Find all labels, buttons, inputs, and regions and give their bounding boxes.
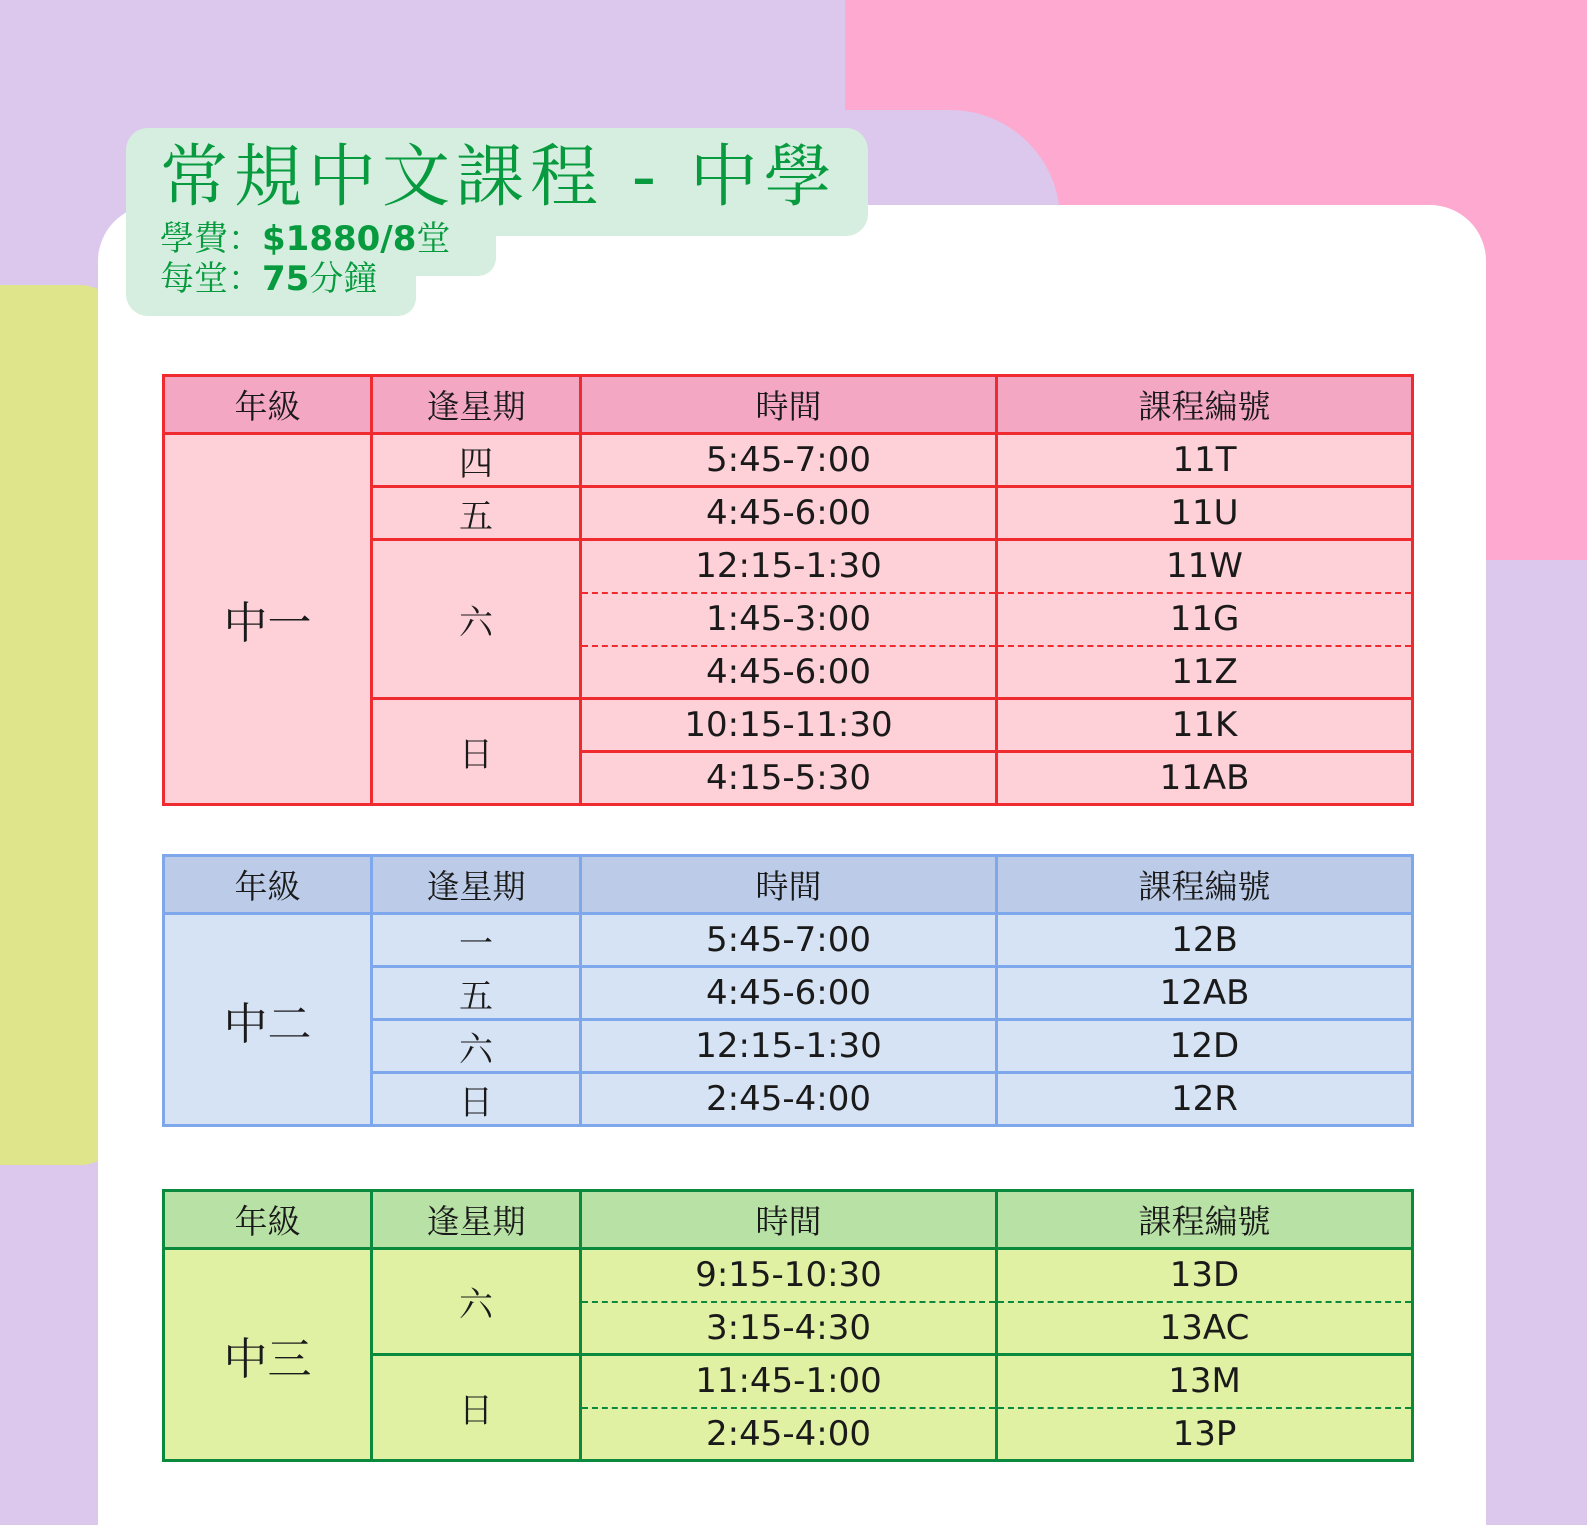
day-cell: 四	[372, 434, 581, 487]
header-grade: 年級	[164, 856, 372, 914]
header-code: 課程編號	[997, 1191, 1413, 1249]
code-cell: 11W	[997, 540, 1413, 593]
table-row	[164, 1249, 1413, 1302]
fee-value: $1880/8	[262, 219, 417, 259]
header-grade: 年級	[164, 1191, 372, 1249]
time-cell: 4:45-6:00	[581, 646, 997, 699]
code-cell: 13D	[997, 1249, 1413, 1302]
page-title: 常規中文課程 - 中學	[160, 138, 838, 217]
time-cell: 5:45-7:00	[581, 914, 997, 967]
day-cell: 五	[372, 967, 581, 1020]
code-cell: 12B	[997, 914, 1413, 967]
code-cell: 11U	[997, 487, 1413, 540]
code-cell: 13AC	[997, 1302, 1413, 1355]
header-day: 逢星期	[372, 856, 581, 914]
schedule-table-form3	[162, 1189, 1414, 1462]
header-code: 課程編號	[997, 376, 1413, 434]
time-cell: 10:15-11:30	[581, 699, 997, 752]
code-cell: 13M	[997, 1355, 1413, 1408]
header-code: 課程編號	[997, 856, 1413, 914]
fee-line	[160, 218, 450, 260]
code-cell: 12R	[997, 1073, 1413, 1126]
grade-cell: 中三	[164, 1249, 372, 1461]
code-cell: 11AB	[997, 752, 1413, 805]
header-day: 逢星期	[372, 1191, 581, 1249]
time-cell: 5:45-7:00	[581, 434, 997, 487]
time-cell: 9:15-10:30	[581, 1249, 997, 1302]
day-cell: 六	[372, 540, 581, 699]
code-cell: 13P	[997, 1408, 1413, 1461]
day-cell: 六	[372, 1020, 581, 1073]
code-cell: 12D	[997, 1020, 1413, 1073]
day-cell: 一	[372, 914, 581, 967]
header-day: 逢星期	[372, 376, 581, 434]
time-cell: 11:45-1:00	[581, 1355, 997, 1408]
time-cell: 12:15-1:30	[581, 1020, 997, 1073]
header-time: 時間	[581, 1191, 997, 1249]
duration-label: 每堂：	[160, 259, 262, 299]
code-cell: 11K	[997, 699, 1413, 752]
day-cell: 日	[372, 699, 581, 805]
schedule-table-form1	[162, 374, 1414, 806]
duration-unit: 分鐘	[309, 259, 378, 299]
code-cell: 11G	[997, 593, 1413, 646]
schedule-table-form2	[162, 854, 1414, 1127]
day-cell: 日	[372, 1073, 581, 1126]
time-cell: 4:45-6:00	[581, 487, 997, 540]
grade-cell: 中一	[164, 434, 372, 805]
time-cell: 4:15-5:30	[581, 752, 997, 805]
time-cell: 4:45-6:00	[581, 967, 997, 1020]
fee-unit: 堂	[416, 219, 451, 259]
day-cell: 六	[372, 1249, 581, 1355]
code-cell: 11Z	[997, 646, 1413, 699]
table-header-row	[164, 376, 1413, 434]
duration-line	[160, 258, 377, 300]
day-cell: 日	[372, 1355, 581, 1461]
table-row	[164, 434, 1413, 487]
table-header-row	[164, 856, 1413, 914]
time-cell: 2:45-4:00	[581, 1073, 997, 1126]
code-cell: 11T	[997, 434, 1413, 487]
table-row	[164, 914, 1413, 967]
day-cell: 五	[372, 487, 581, 540]
header-time: 時間	[581, 856, 997, 914]
duration-value: 75	[262, 259, 310, 299]
code-cell: 12AB	[997, 967, 1413, 1020]
header-grade: 年級	[164, 376, 372, 434]
time-cell: 12:15-1:30	[581, 540, 997, 593]
time-cell: 1:45-3:00	[581, 593, 997, 646]
time-cell: 2:45-4:00	[581, 1408, 997, 1461]
grade-cell: 中二	[164, 914, 372, 1126]
header-time: 時間	[581, 376, 997, 434]
fee-label: 學費：	[160, 219, 262, 259]
time-cell: 3:15-4:30	[581, 1302, 997, 1355]
table-header-row	[164, 1191, 1413, 1249]
